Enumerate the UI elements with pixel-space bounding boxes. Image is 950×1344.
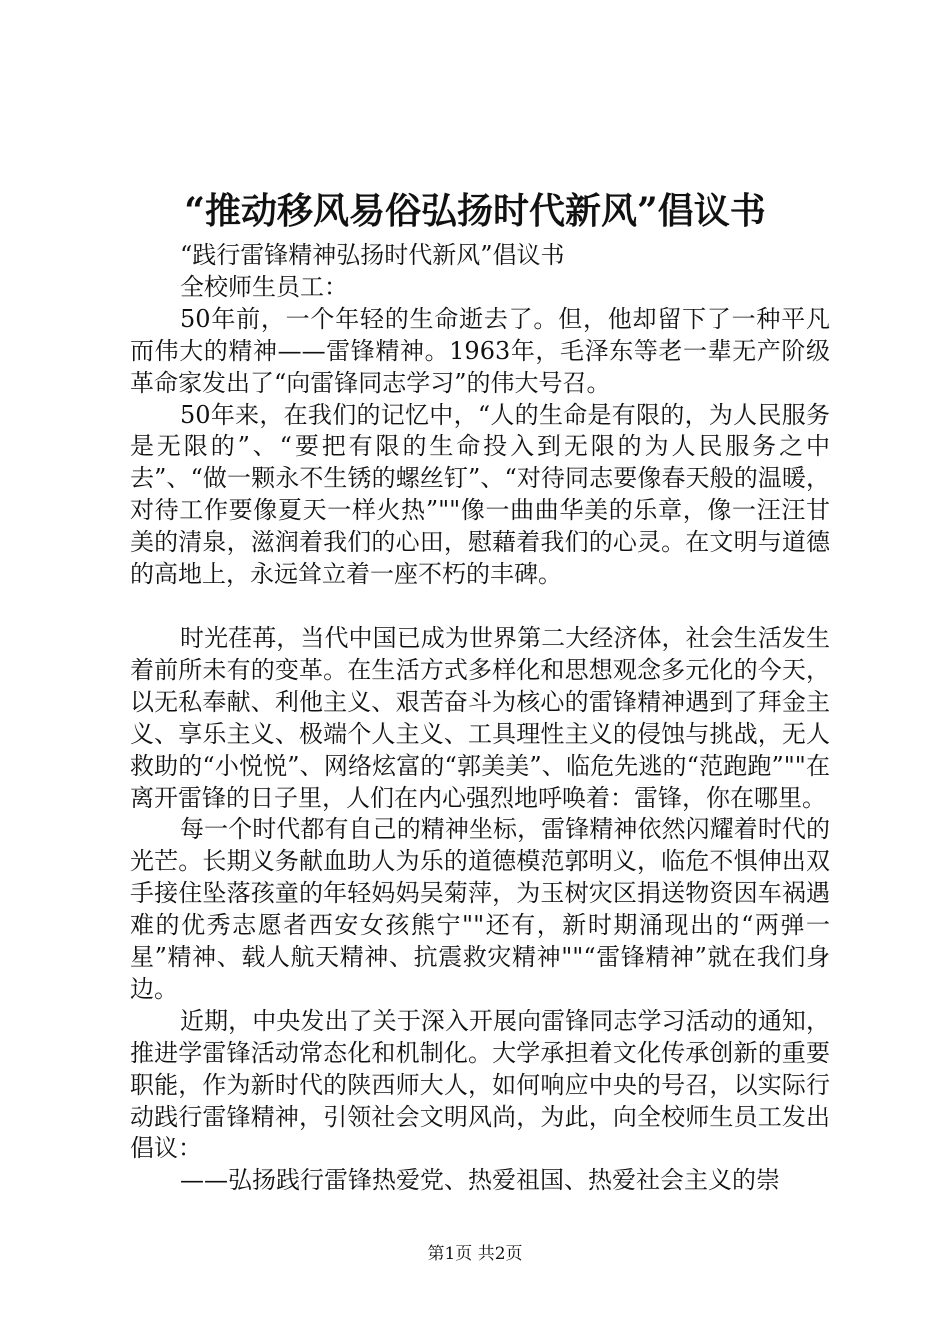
page-footer: 第1页 共2页 bbox=[427, 1244, 523, 1264]
paragraph-3: 时光荏苒，当代中国已成为世界第二大经济体，社会生活发生着前所未有的变革。在生活方式多样化和思想观念多元化的今天，以无私奉献、利他主义、艰苦奋斗为核心的雷锋精神遇到了拜金主义、享乐主义、极端个人主义、工具理性主义的侵蚀与挑战，无人救助的“小悦悦”、网络炫富的“郭美美”、临危先逃的“范跑跑”""在离开雷锋的日子里，人们在内心强烈地呼唤着：雷锋，你在哪里。 bbox=[130, 623, 830, 812]
paragraph-subtitle: “践行雷锋精神弘扬时代新风”倡议书 bbox=[180, 241, 565, 269]
paragraph-4: 每一个时代都有自己的精神坐标，雷锋精神依然闪耀着时代的光芒。长期义务献血助人为乐的道德模范郭明义，临危不惧伸出双手接住坠落孩童的年轻妈妈吴菊萍，为玉树灾区捐送物资因车祸遇难的优秀志愿者西安女孩熊宁""还有，新时期涌现出的“两弹一星”精神、载人航天精神、抗震救灾精神""“雷锋精神”就在我们身边。 bbox=[130, 815, 830, 1003]
document-title: “推动移风易俗弘扬时代新风”倡议书 bbox=[184, 190, 766, 232]
paragraph-salutation: 全校师生员工： bbox=[180, 272, 348, 301]
document-body bbox=[130, 240, 830, 1197]
paragraph-5: 近期，中央发出了关于深入开展向雷锋同志学习活动的通知，推进学雷锋活动常态化和机制化。大学承担着文化传承创新的重要职能，作为新时代的陕西师大人，如何响应中央的号召，以实际行动践行雷锋精神，引领社会文明风尚，为此，向全校师生员工发出倡议： bbox=[130, 1006, 830, 1163]
paragraph-2: 50年来，在我们的记忆中，“人的生命是有限的，为人民服务是无限的”、“要把有限的生命投入到无限的为人民服务之中去”、“做一颗永不生锈的螺丝钉”、“对待同志要像春天般的温暖，对待工作要像夏天一样火热”""像一曲曲华美的乐章，像一汪汪甘美的清泉，滋润着我们的心田，慰藉着我们的心灵。在文明与道德的高地上，永远耸立着一座不朽的丰碑。 bbox=[130, 400, 830, 589]
paragraph-6: ——弘扬践行雷锋热爱党、热爱祖国、热爱社会主义的崇 bbox=[180, 1166, 780, 1195]
paragraph-1: 50年前，一个年轻的生命逝去了。但，他却留下了一种平凡而伟大的精神——雷锋精神。1963年，毛泽东等老一辈无产阶级革命家发出了“向雷锋同志学习”的伟大号召。 bbox=[130, 304, 830, 397]
